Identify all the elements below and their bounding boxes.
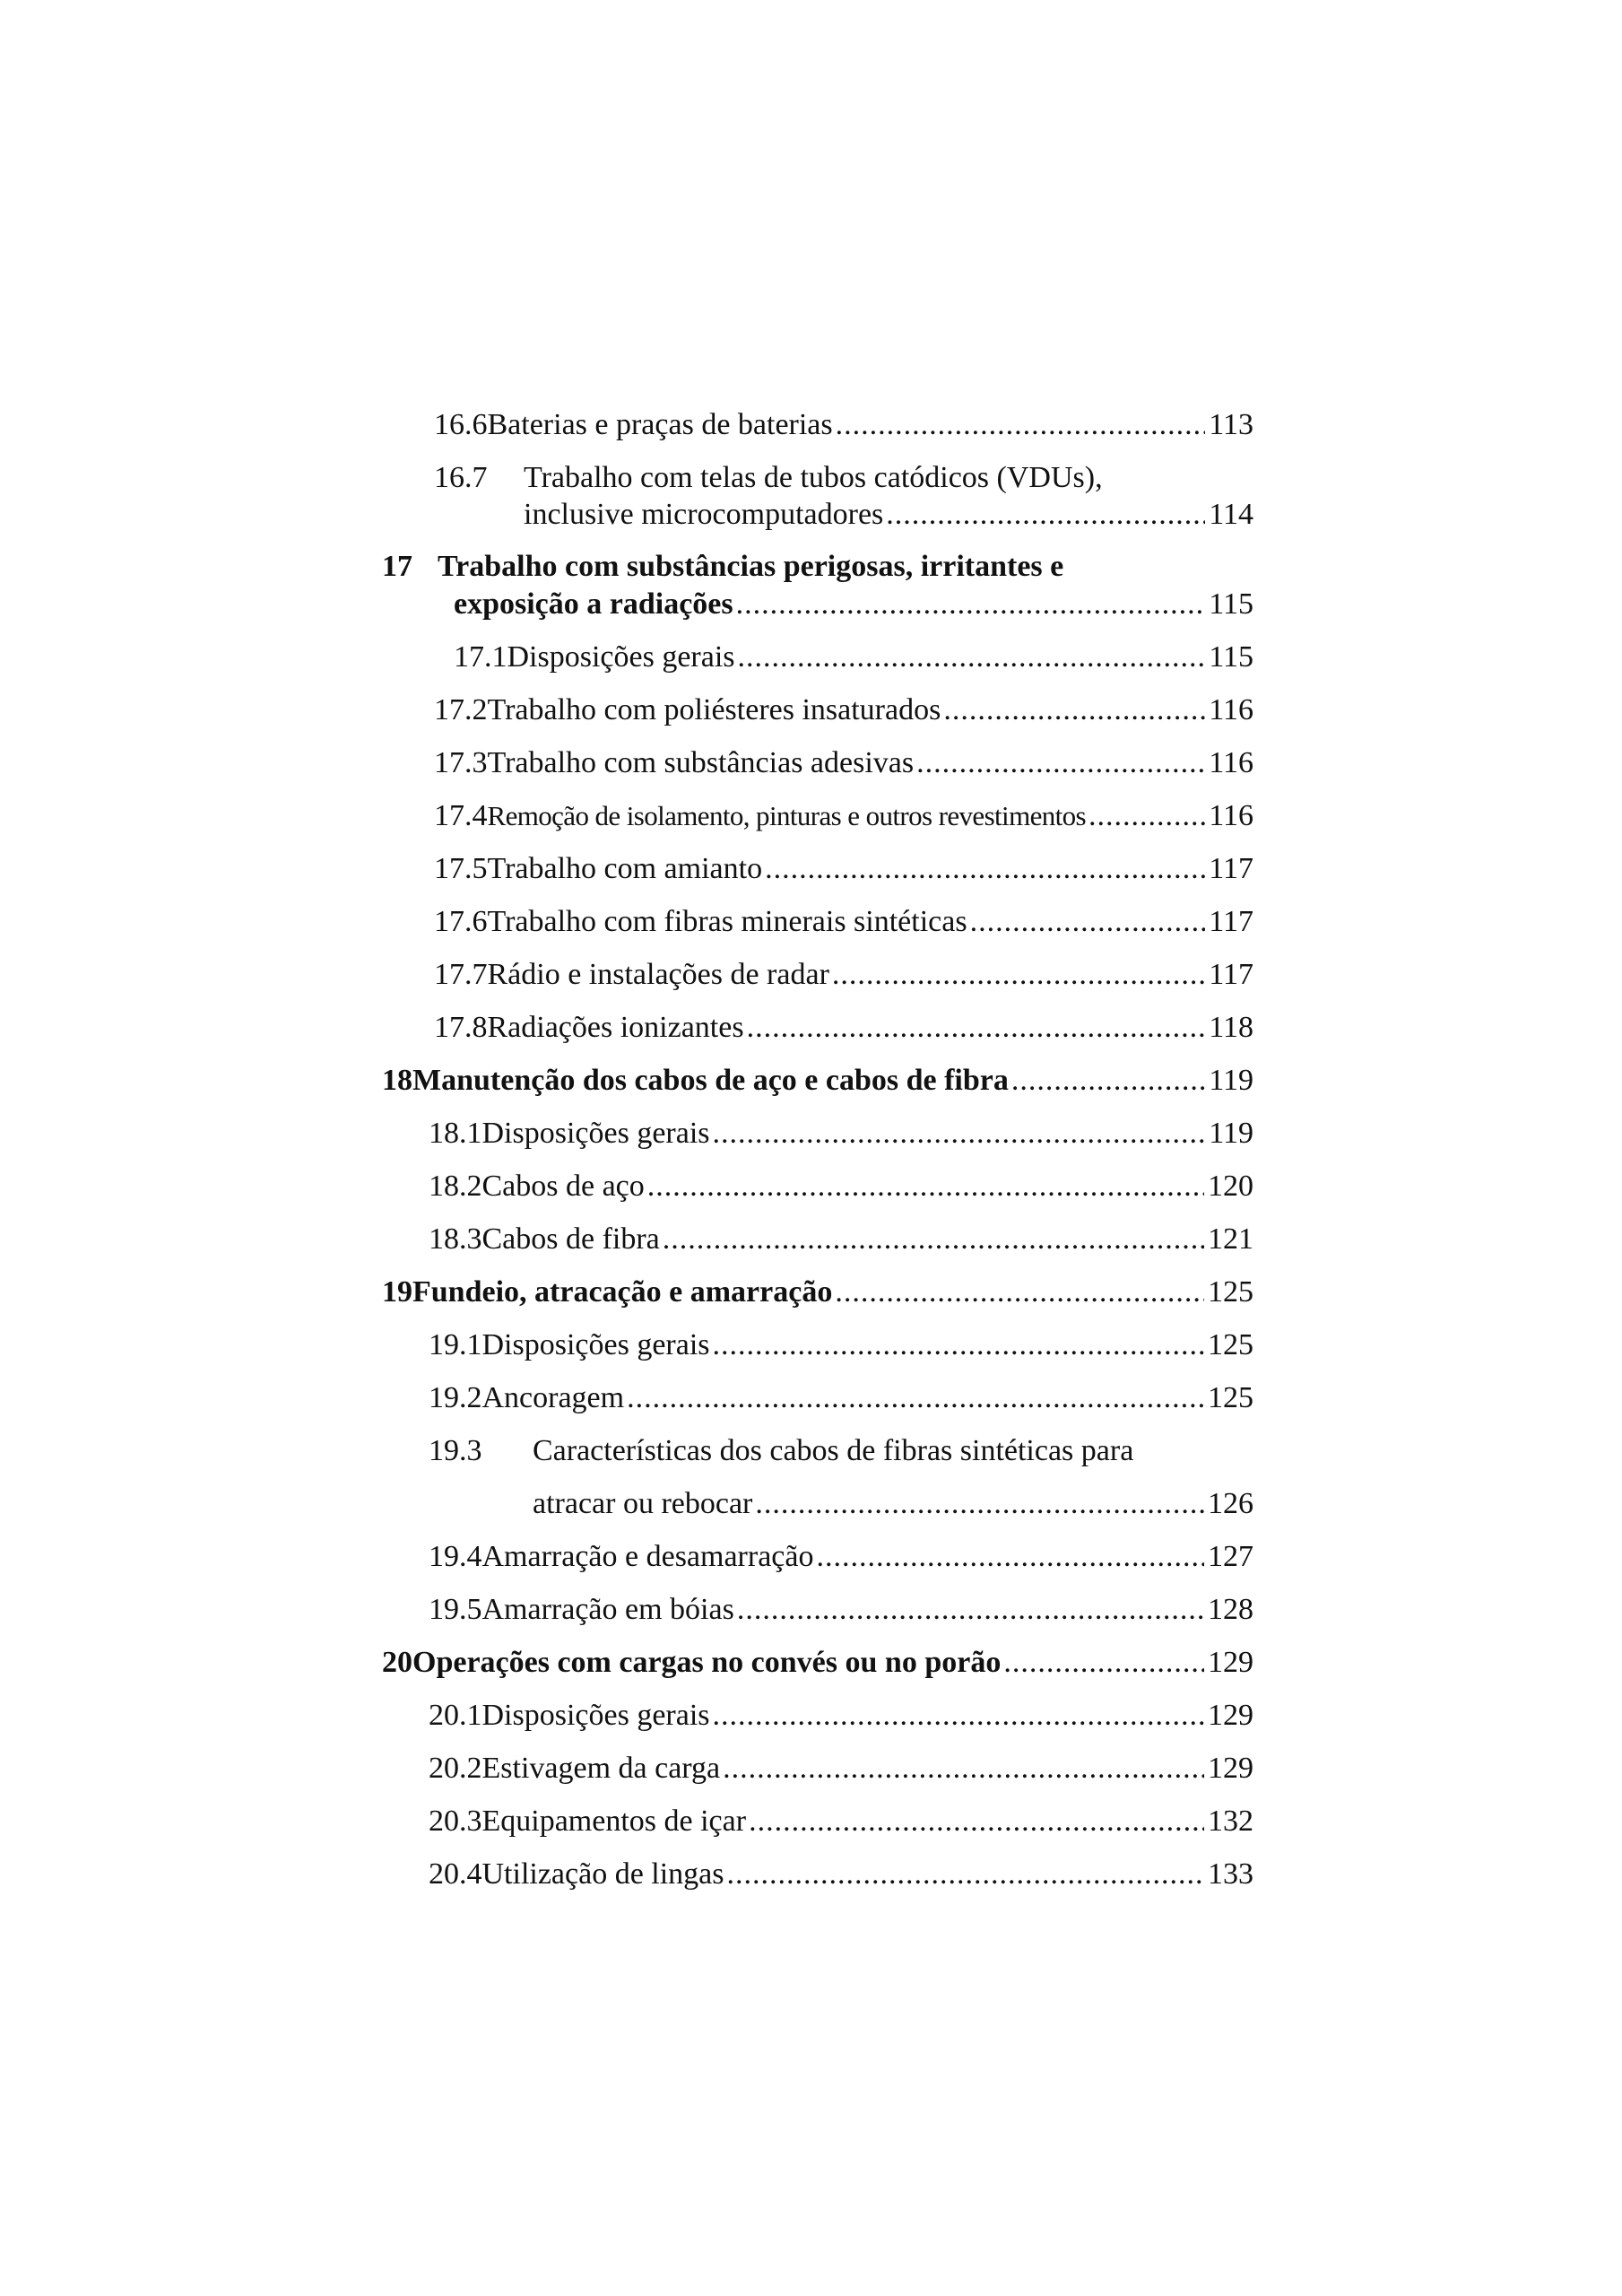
toc-number: 17.1 xyxy=(454,640,507,674)
toc-title: Disposições gerais xyxy=(481,1117,710,1150)
toc-chapter-entry xyxy=(382,1646,1253,1680)
toc-title: Remoção de isolamento, pinturas e outros revestimentos xyxy=(487,800,1087,831)
toc-page-number: 133 xyxy=(1208,1857,1253,1891)
leader-dots xyxy=(914,746,1205,780)
toc-entry xyxy=(429,1434,1253,1468)
toc-entry xyxy=(434,1011,1253,1045)
toc-page-number: 115 xyxy=(1209,640,1253,674)
toc-number: 19.3 xyxy=(429,1434,482,1467)
toc-page-number: 129 xyxy=(1208,1646,1253,1679)
leader-dots xyxy=(762,852,1205,886)
toc-chapter-number: 19 xyxy=(382,1275,412,1309)
leader-dots xyxy=(1009,1064,1205,1098)
toc-entry xyxy=(429,1857,1253,1892)
toc-title: Cabos de aço xyxy=(481,1170,645,1203)
leader-dots xyxy=(832,1275,1204,1309)
toc-page-number: 113 xyxy=(1209,408,1253,441)
toc-entry xyxy=(434,852,1253,886)
leader-dots xyxy=(733,587,1206,622)
toc-page-number: 116 xyxy=(1209,693,1253,726)
toc-entry xyxy=(429,1117,1253,1151)
toc-number: 18.2 xyxy=(429,1170,482,1203)
toc-entry xyxy=(434,693,1253,727)
toc-entry xyxy=(434,905,1253,939)
toc-number: 17.8 xyxy=(434,1011,488,1044)
toc-page-number: 116 xyxy=(1209,746,1253,779)
toc-number: 16.6 xyxy=(434,408,488,441)
toc-page-number: 132 xyxy=(1208,1805,1253,1838)
toc-chapter-title: Fundeio, atracação e amarração xyxy=(412,1275,833,1309)
toc-entry xyxy=(429,1222,1253,1257)
toc-title: Amarração em bóias xyxy=(481,1593,734,1626)
leader-dots xyxy=(720,1752,1204,1786)
toc-chapter-title: Operações com cargas no convés ou no porão xyxy=(412,1646,1002,1679)
toc-title: Disposições gerais xyxy=(481,1699,710,1732)
toc-number: 17.7 xyxy=(434,958,488,991)
toc-page-number: 127 xyxy=(1208,1540,1253,1573)
toc-title: Trabalho com fibras minerais sintéticas xyxy=(487,905,967,938)
toc-chapter-entry xyxy=(382,1064,1253,1098)
toc-chapter-number: 18 xyxy=(382,1064,412,1097)
toc-title: Trabalho com substâncias adesivas xyxy=(487,746,915,779)
toc-page-number: 125 xyxy=(1208,1328,1253,1361)
toc-title: Disposições gerais xyxy=(507,640,735,674)
leader-dots xyxy=(746,1805,1204,1839)
toc-entry xyxy=(429,1540,1253,1574)
leader-dots xyxy=(883,498,1205,532)
toc-page-number: 125 xyxy=(1208,1275,1253,1309)
toc-chapter-number: 17 xyxy=(382,550,412,583)
toc-page-number: 129 xyxy=(1208,1699,1253,1732)
toc-number: 16.7 xyxy=(434,461,488,494)
toc-page-number: 117 xyxy=(1209,852,1253,885)
leader-dots xyxy=(710,1699,1204,1733)
leader-dots xyxy=(967,905,1206,939)
leader-dots xyxy=(624,1381,1204,1415)
toc-page-number: 119 xyxy=(1209,1064,1253,1097)
toc-page-number: 118 xyxy=(1209,1011,1253,1044)
toc-entry xyxy=(434,461,1253,495)
toc-page-number: 115 xyxy=(1209,587,1253,621)
toc-page-number: 117 xyxy=(1209,958,1253,991)
toc-number: 19.1 xyxy=(429,1328,482,1361)
leader-dots xyxy=(724,1857,1204,1892)
toc-title: Radiações ionizantes xyxy=(487,1011,744,1044)
toc-entry xyxy=(429,1593,1253,1627)
toc-title: Trabalho com poliésteres insaturados xyxy=(487,693,941,726)
toc-number: 19.5 xyxy=(429,1593,482,1626)
leader-dots xyxy=(735,640,1206,674)
toc-entry-continuation xyxy=(454,587,1253,622)
toc-page-number: 114 xyxy=(1209,498,1253,531)
toc-title: Estivagem da carga xyxy=(481,1752,721,1785)
toc-chapter-title-continued: exposição a radiações xyxy=(454,587,733,621)
leader-dots xyxy=(710,1117,1206,1151)
toc-chapter-title: Manutenção dos cabos de aço e cabos de fibra xyxy=(412,1064,1009,1097)
toc-title: Ancoragem xyxy=(481,1381,625,1414)
toc-number: 20.3 xyxy=(429,1805,482,1838)
toc-number: 17.5 xyxy=(434,852,488,885)
toc-entry xyxy=(429,1328,1253,1362)
toc-entry xyxy=(454,640,1253,674)
toc-page-number: 125 xyxy=(1208,1381,1253,1414)
toc-number: 17.4 xyxy=(434,799,488,832)
toc-page-number: 128 xyxy=(1208,1593,1253,1626)
toc-chapter-title: Trabalho com substâncias perigosas, irritantes e xyxy=(438,550,1064,583)
toc-entry xyxy=(429,1699,1253,1733)
toc-title: Trabalho com telas de tubos catódicos (VDUs), xyxy=(524,461,1103,494)
toc-title: Utilização de lingas xyxy=(481,1857,724,1891)
leader-dots xyxy=(833,408,1206,442)
toc-entry xyxy=(434,799,1253,833)
toc-entry xyxy=(429,1752,1253,1786)
toc-page-number: 126 xyxy=(1208,1487,1253,1520)
toc-number: 18.3 xyxy=(429,1222,482,1256)
toc-page-number: 129 xyxy=(1208,1752,1253,1785)
toc-number: 19.4 xyxy=(429,1540,482,1573)
leader-dots xyxy=(734,1593,1204,1627)
leader-dots xyxy=(813,1540,1204,1574)
toc-title: Disposições gerais xyxy=(481,1328,710,1361)
toc-number: 18.1 xyxy=(429,1117,482,1150)
toc-entry-continuation xyxy=(533,1487,1253,1521)
toc-page-number: 120 xyxy=(1208,1170,1253,1203)
toc-title: Rádio e instalações de radar xyxy=(487,958,829,991)
toc-page-number: 121 xyxy=(1208,1222,1253,1256)
leader-dots xyxy=(1086,799,1205,833)
toc-number: 17.6 xyxy=(434,905,488,938)
leader-dots xyxy=(829,958,1205,992)
leader-dots xyxy=(744,1011,1206,1045)
toc-page-number: 116 xyxy=(1209,799,1253,832)
toc-entry xyxy=(429,1805,1253,1839)
toc-page-number: 119 xyxy=(1209,1117,1253,1150)
toc-title: Equipamentos de içar xyxy=(481,1805,747,1838)
toc-chapter-number: 20 xyxy=(382,1646,412,1679)
toc-title: Amarração e desamarração xyxy=(481,1540,814,1573)
toc-title-continued: inclusive microcomputadores xyxy=(524,498,884,531)
toc-number: 20.4 xyxy=(429,1857,482,1891)
toc-chapter-entry xyxy=(382,550,1253,584)
toc-entry xyxy=(434,746,1253,780)
toc-number: 17.2 xyxy=(434,693,488,726)
toc-title: Características dos cabos de fibras sintéticas para xyxy=(533,1434,1134,1467)
toc-entry xyxy=(434,408,1253,442)
leader-dots xyxy=(710,1328,1204,1362)
toc-title-continued: atracar ou rebocar xyxy=(533,1487,753,1520)
toc-entry xyxy=(434,958,1253,992)
toc-number: 19.2 xyxy=(429,1381,482,1414)
leader-dots xyxy=(660,1222,1204,1257)
toc-page-number: 117 xyxy=(1209,905,1253,938)
leader-dots xyxy=(645,1170,1204,1204)
toc-number: 20.1 xyxy=(429,1699,482,1732)
toc-entry-continuation xyxy=(524,498,1253,532)
toc-title: Cabos de fibra xyxy=(481,1222,660,1256)
toc-entry xyxy=(429,1381,1253,1415)
toc-entry xyxy=(429,1170,1253,1204)
toc-number: 17.3 xyxy=(434,746,488,779)
toc-title: Trabalho com amianto xyxy=(487,852,763,885)
toc-chapter-entry xyxy=(382,1275,1253,1309)
toc-number: 20.2 xyxy=(429,1752,482,1785)
leader-dots xyxy=(1001,1646,1204,1680)
leader-dots xyxy=(752,1487,1204,1521)
leader-dots xyxy=(941,693,1205,727)
toc-title: Baterias e praças de baterias xyxy=(487,408,833,441)
